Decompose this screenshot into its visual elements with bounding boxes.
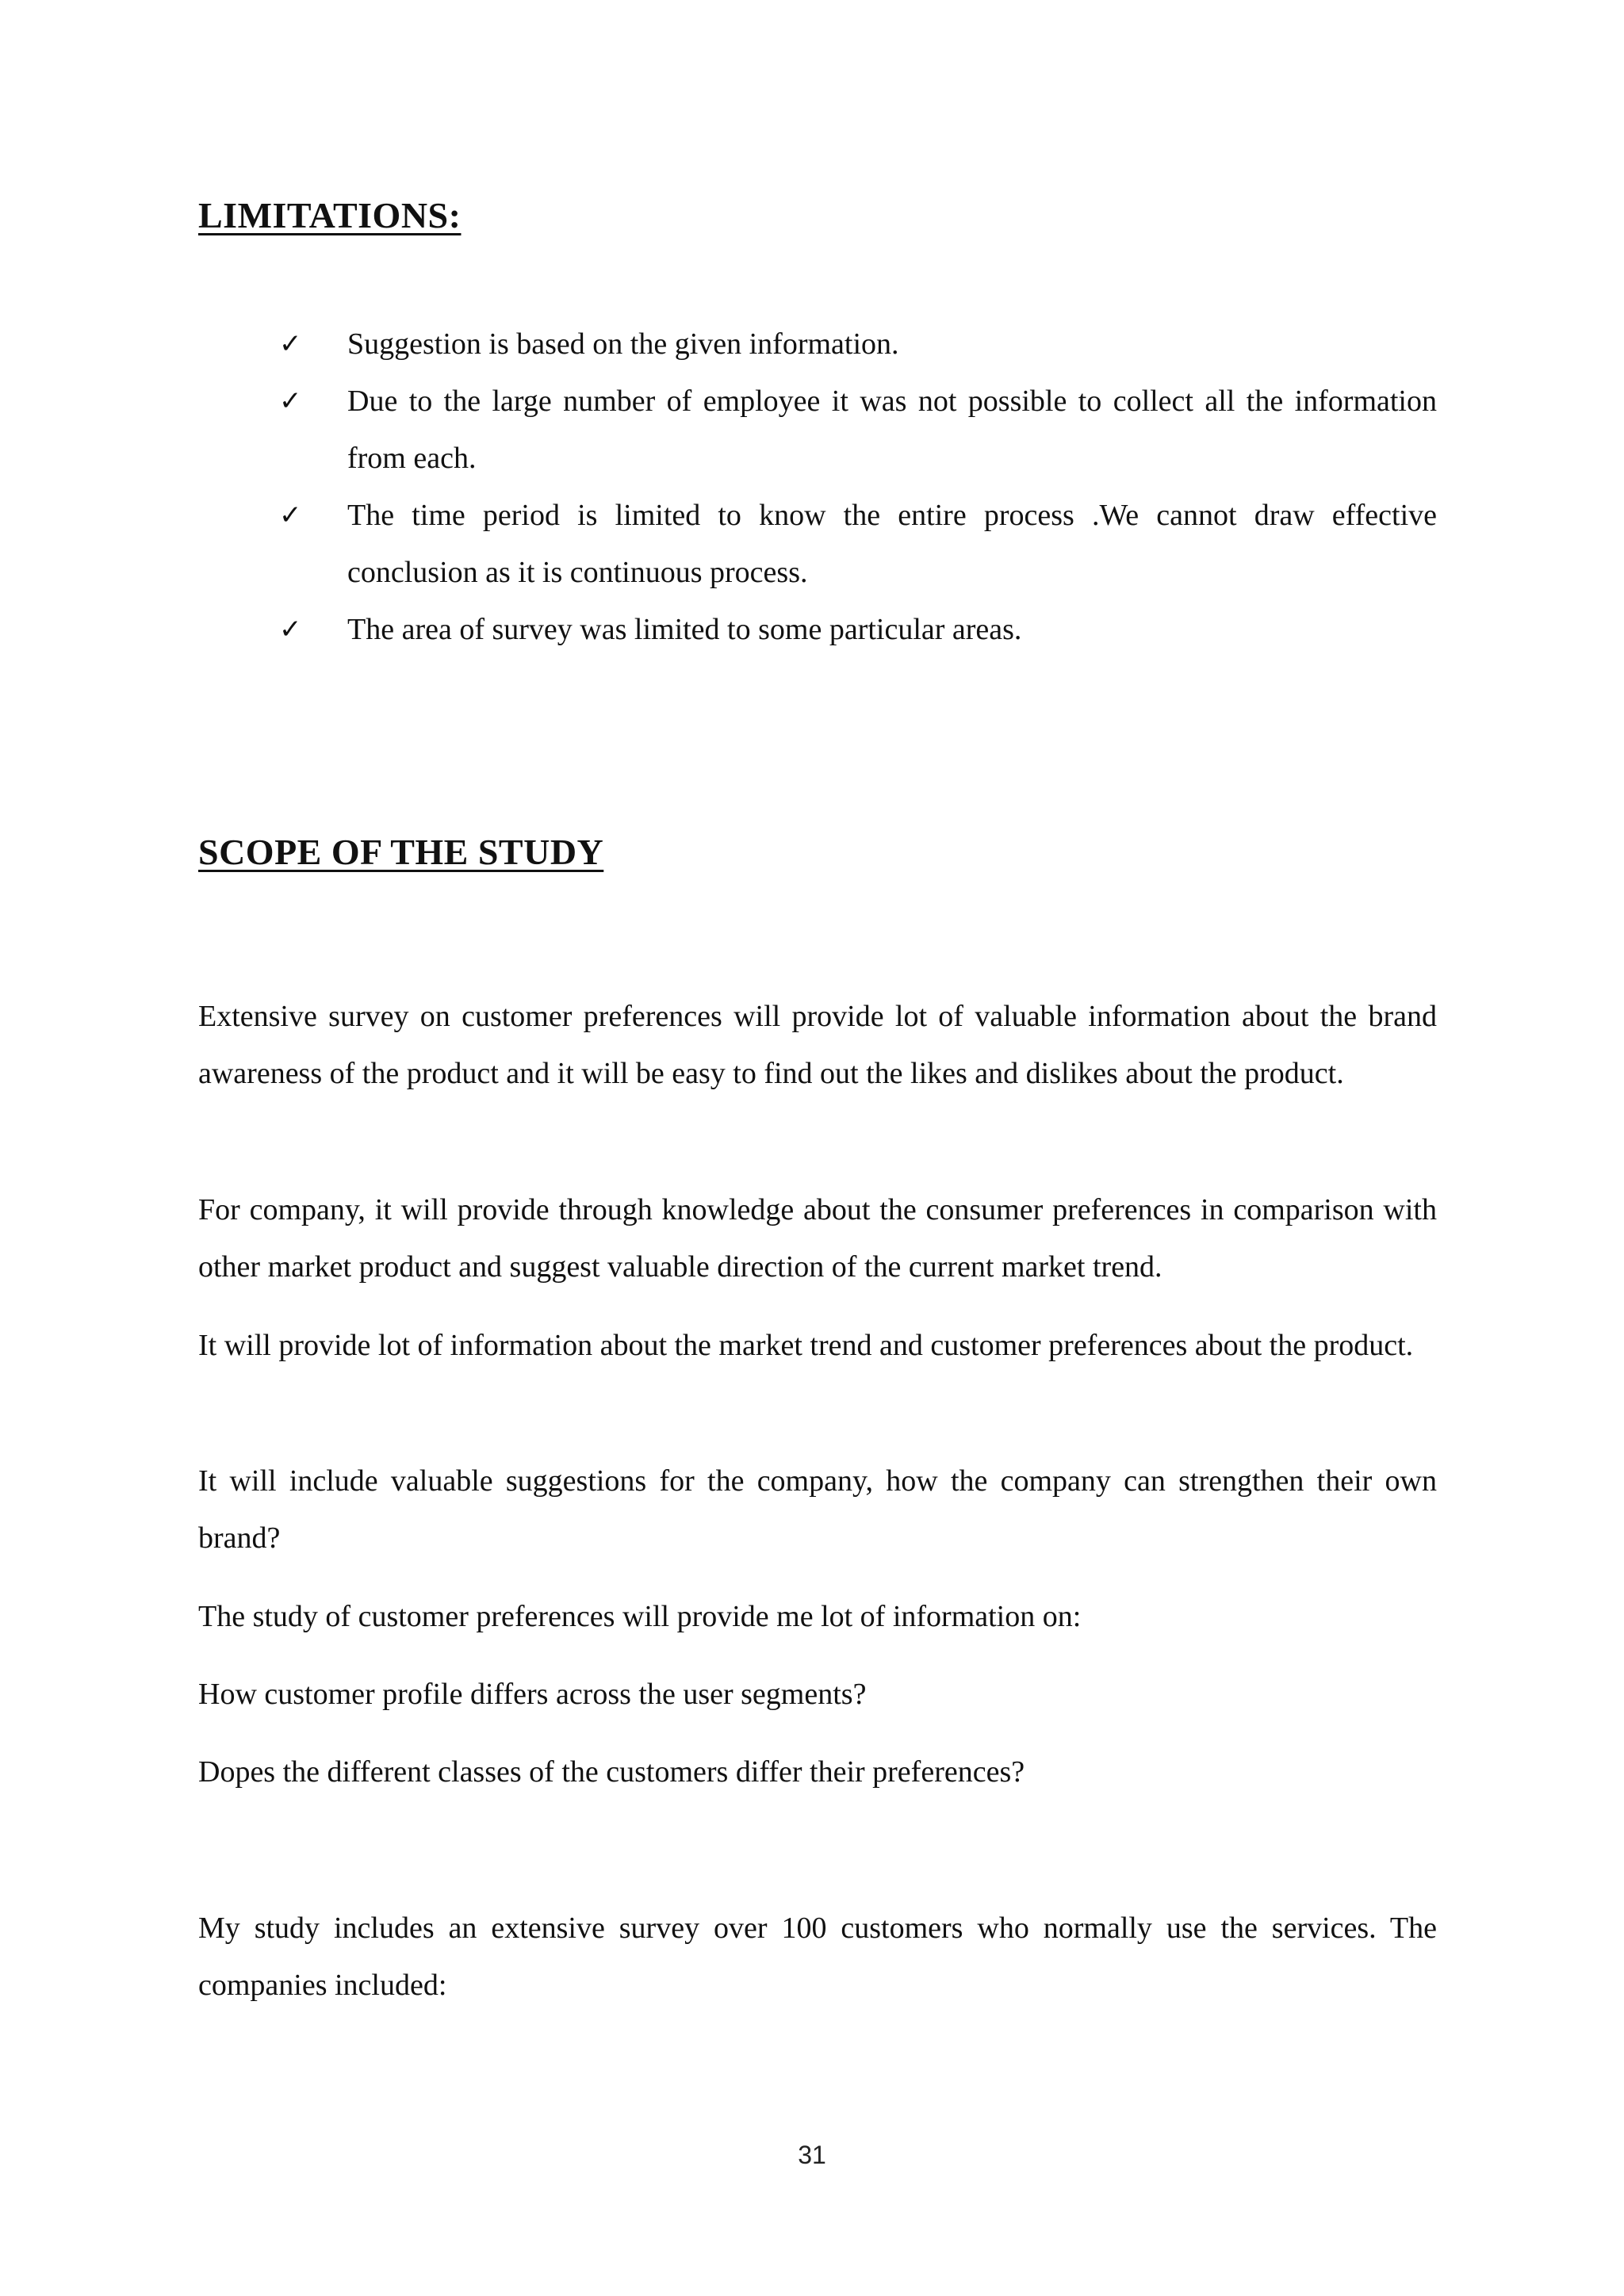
scope-heading: SCOPE OF THE STUDY (198, 832, 604, 872)
checkmark-icon: ✓ (279, 328, 302, 360)
list-item (279, 601, 1437, 658)
checkmark-icon: ✓ (279, 499, 302, 531)
scope-paragraph: How customer profile differs across the user segments? (198, 1678, 867, 1711)
checkmark-icon: ✓ (279, 614, 302, 645)
list-item-text: The time period is limited to know the entire process .We cannot draw effective conclusion as it is continuous process. (347, 499, 1437, 589)
list-item-text: Suggestion is based on the given information. (347, 327, 899, 361)
scope-paragraph: It will include valuable suggestions for the company, how the company can strengthen their own brand? (198, 1464, 1437, 1555)
limitations-list (279, 316, 1437, 658)
page-number: 31 (798, 2141, 826, 2169)
list-item-text: Due to the large number of employee it was not possible to collect all the information from each. (347, 385, 1437, 475)
scope-paragraph: Extensive survey on customer preferences will provide lot of valuable information about the brand awareness of the product and it will be easy to find out the likes and dislikes about the product. (198, 1000, 1437, 1090)
list-item-text: The area of survey was limited to some particular areas. (347, 613, 1022, 646)
scope-paragraph: My study includes an extensive survey over 100 customers who normally use the services. The companies included: (198, 1911, 1437, 2002)
checkmark-icon: ✓ (279, 385, 302, 417)
scope-paragraph: It will provide lot of information about the market trend and customer preferences about the product. (198, 1329, 1414, 1362)
list-item (279, 373, 1437, 487)
scope-paragraph: For company, it will provide through knowledge about the consumer preferences in comparison with other market product and suggest valuable direction of the current market trend. (198, 1193, 1437, 1284)
scope-paragraph: The study of customer preferences will provide me lot of information on: (198, 1600, 1082, 1633)
list-item (279, 316, 1437, 373)
scope-paragraph: Dopes the different classes of the customers differ their preferences? (198, 1755, 1025, 1789)
list-item (279, 487, 1437, 601)
limitations-heading: LIMITATIONS: (198, 195, 462, 235)
